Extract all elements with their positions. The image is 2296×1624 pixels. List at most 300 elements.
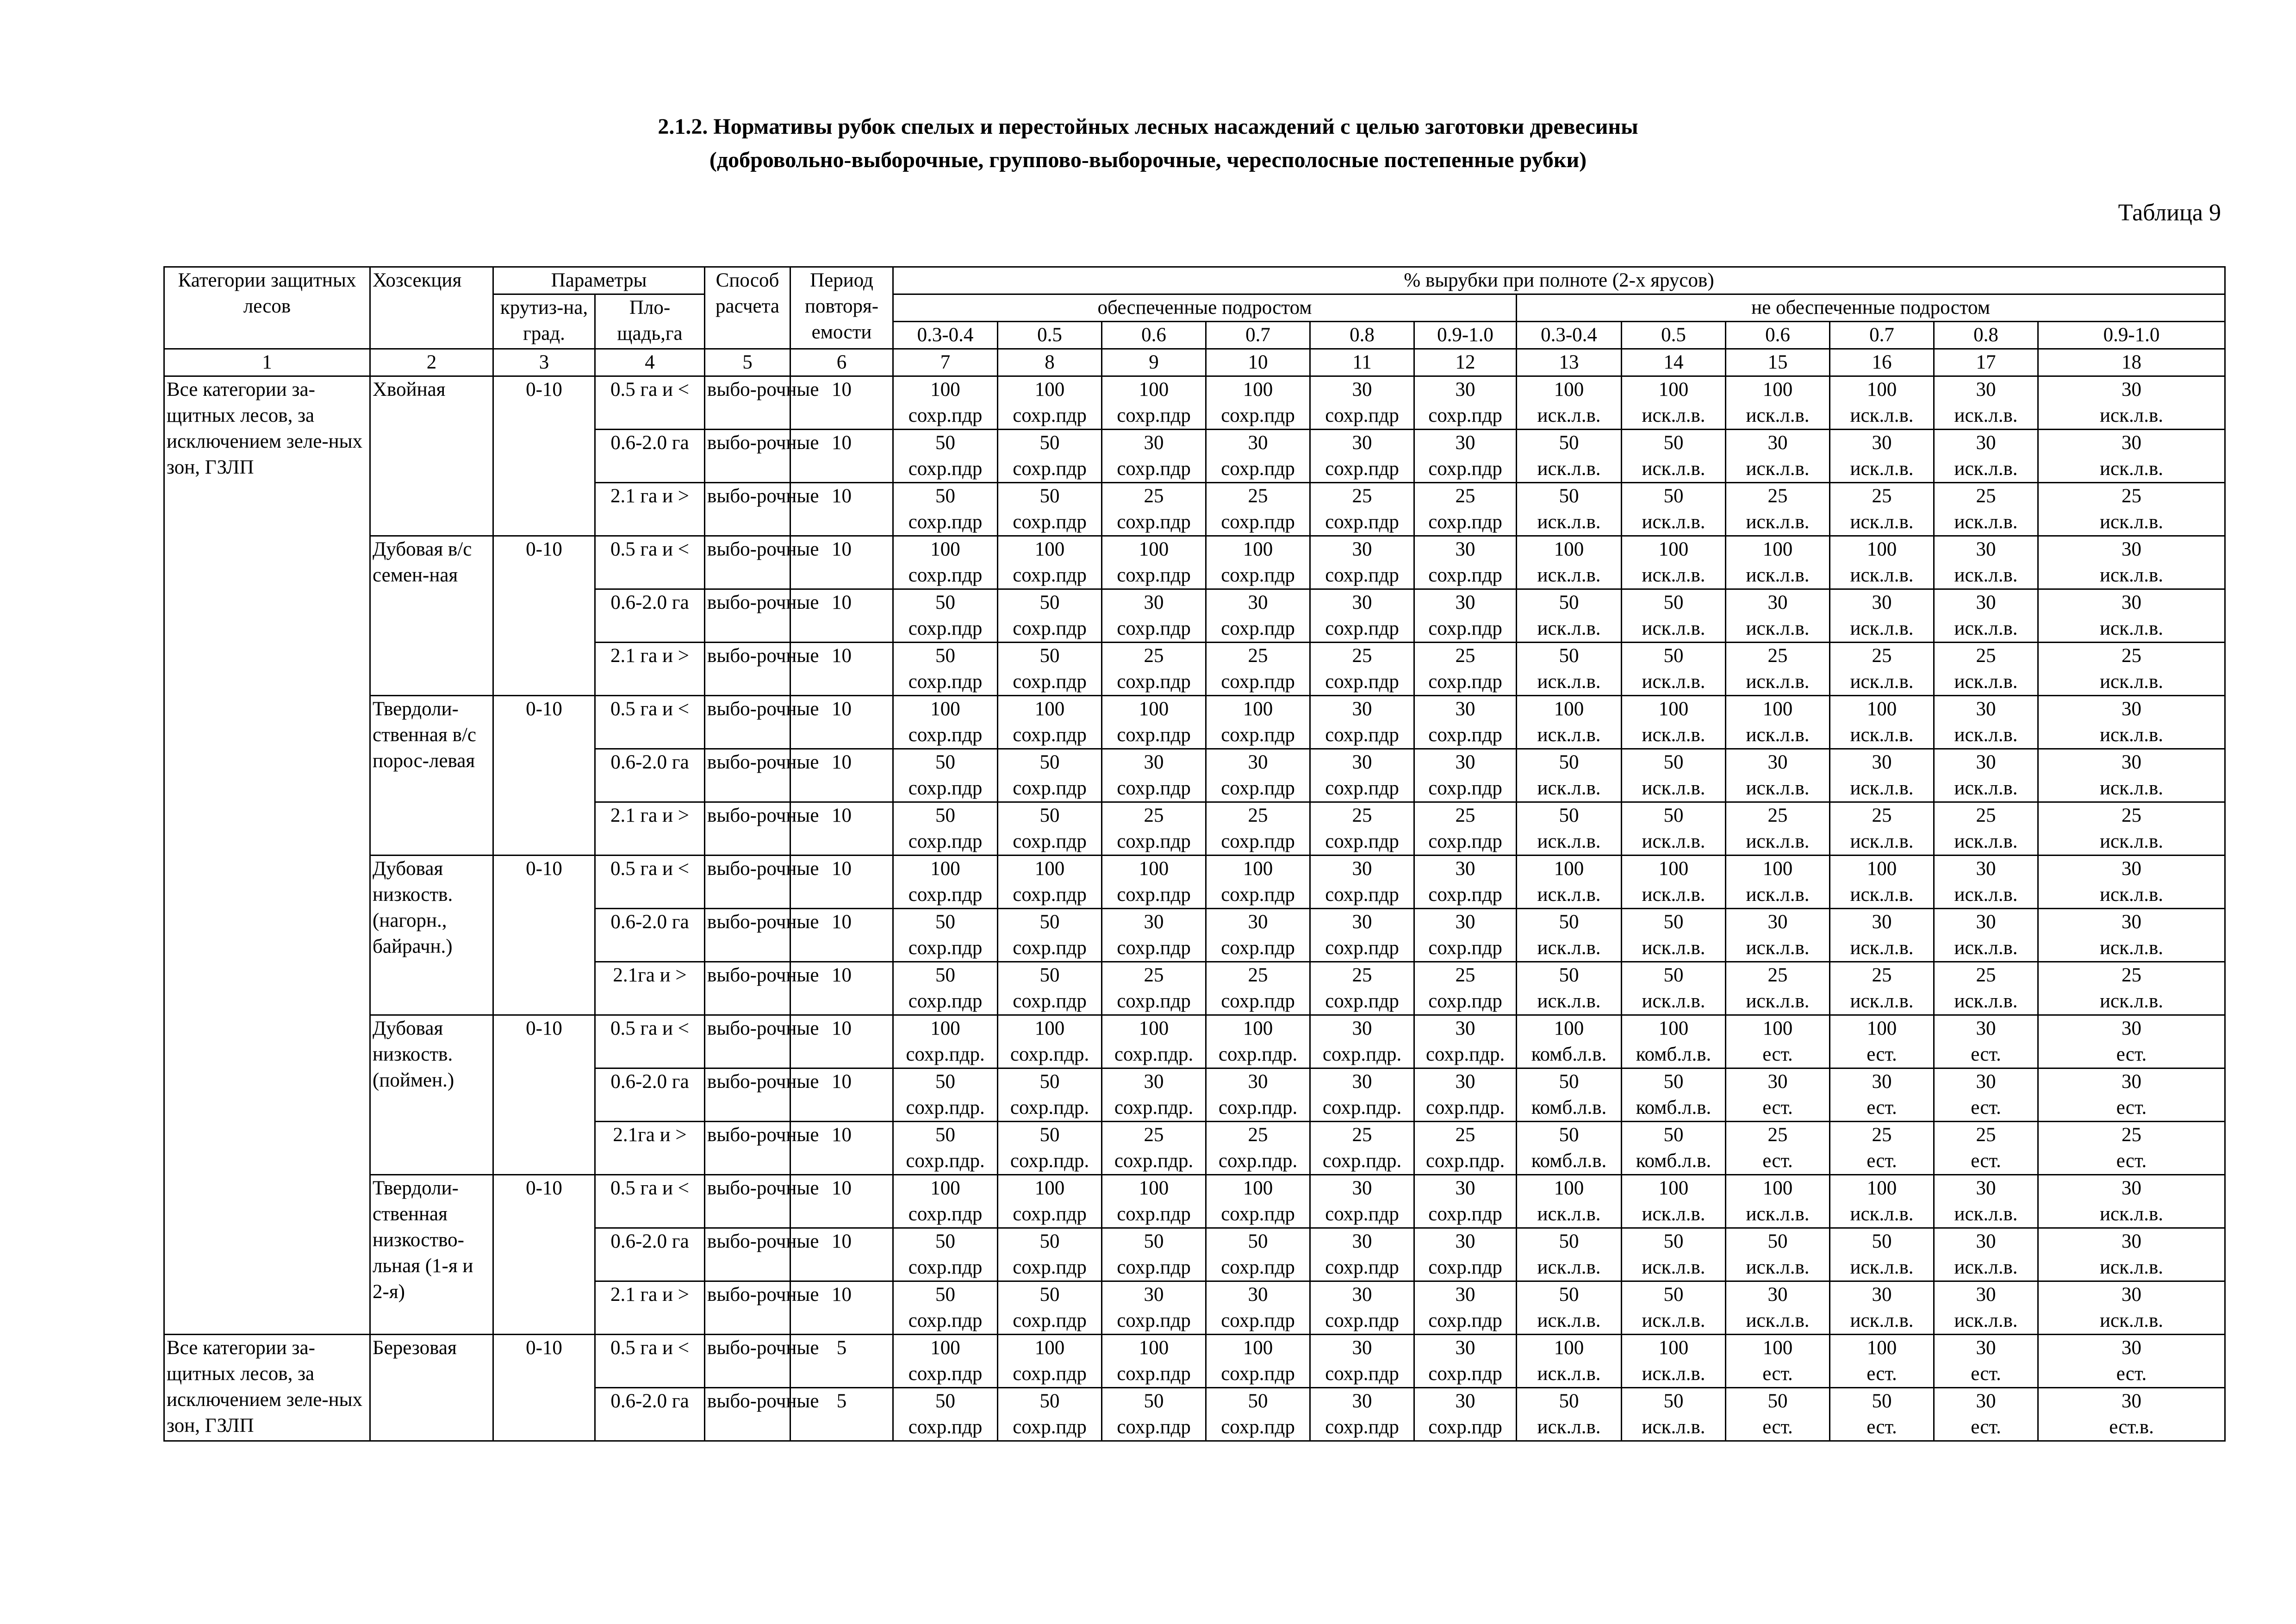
- percent-cell: [998, 696, 1102, 749]
- column-number-row: [164, 349, 2225, 376]
- percent-cell: [1102, 802, 1206, 856]
- method-cell: выбо-рочные: [705, 696, 790, 749]
- felling-method: комб.л.в.: [1636, 1097, 1711, 1118]
- percent-cell: [893, 1228, 998, 1281]
- felling-method: иск.л.в.: [1642, 618, 1705, 639]
- percent-cell: [1102, 1015, 1206, 1068]
- felling-method: сохр.пдр.: [1010, 1043, 1089, 1065]
- percent-value: 25: [1976, 645, 1996, 667]
- method-cell: выбо-рочные: [705, 430, 790, 483]
- felling-method: сохр.пдр: [1325, 831, 1399, 852]
- percent-cell: [1414, 430, 1517, 483]
- percent-cell: [1206, 1015, 1310, 1068]
- percent-cell: [998, 430, 1102, 483]
- felling-method: сохр.пдр.: [1010, 1097, 1089, 1118]
- percent-value: 30: [1352, 1337, 1372, 1359]
- percent-value: 50: [935, 432, 956, 454]
- area-cell: 2.1 га и >: [595, 643, 705, 696]
- percent-cell: [1517, 1015, 1622, 1068]
- percent-cell: [2038, 696, 2225, 749]
- percent-value: 25: [2122, 805, 2142, 826]
- percent-value: 30: [1248, 592, 1268, 613]
- felling-method: иск.л.в.: [1850, 618, 1914, 639]
- percent-value: 30: [1872, 432, 1892, 454]
- felling-method: сохр.пдр: [1221, 618, 1295, 639]
- percent-value: 50: [1663, 751, 1684, 773]
- percent-value: 30: [1455, 698, 1475, 720]
- felling-method: иск.л.в.: [1746, 884, 1810, 906]
- percent-value: 30: [1352, 858, 1372, 880]
- felling-method: сохр.пдр: [908, 618, 983, 639]
- category-cell: Все категории за-щитных лесов, за исключением зеле-ных зон, ГЗЛП: [164, 1335, 370, 1441]
- percent-cell: [2038, 376, 2225, 430]
- header-percent: % вырубки при полноте (2-х ярусов): [893, 267, 2225, 294]
- felling-method: сохр.пдр: [908, 564, 983, 586]
- percent-cell: [893, 536, 998, 589]
- percent-cell: [1102, 376, 1206, 430]
- percent-cell: [1934, 962, 2038, 1015]
- percent-value: 100: [930, 1018, 960, 1039]
- felling-method: иск.л.в.: [1850, 724, 1914, 746]
- percent-value: 100: [1243, 858, 1273, 880]
- felling-method: иск.л.в.: [1954, 724, 2018, 746]
- percent-value: 30: [1455, 858, 1475, 880]
- percent-cell: [1414, 1228, 1517, 1281]
- percent-cell: [1934, 1281, 2038, 1335]
- felling-method: иск.л.в.: [2100, 511, 2164, 533]
- felling-method: иск.л.в.: [1954, 458, 2018, 480]
- percent-value: 50: [1039, 964, 1060, 986]
- percent-value: 25: [1455, 1124, 1475, 1146]
- felling-method: сохр.пдр: [908, 937, 983, 959]
- percent-value: 25: [1976, 1124, 1996, 1146]
- felling-method: иск.л.в.: [1746, 1310, 1810, 1331]
- percent-cell: [998, 749, 1102, 802]
- percent-value: 100: [1034, 538, 1065, 560]
- felling-method: сохр.пдр.: [1322, 1150, 1402, 1172]
- felling-method: иск.л.в.: [1746, 831, 1810, 852]
- felling-method: сохр.пдр: [1013, 1256, 1087, 1278]
- period-cell: 10: [790, 376, 893, 430]
- percent-cell: [1726, 536, 1830, 589]
- percent-cell: [1830, 1068, 1934, 1122]
- percent-cell: [1206, 1388, 1310, 1441]
- area-cell: 0.5 га и <: [595, 376, 705, 430]
- percent-cell: [893, 376, 998, 430]
- felling-method: ест.: [1971, 1150, 2001, 1172]
- percent-cell: [1206, 483, 1310, 536]
- percent-cell: [1517, 589, 1622, 643]
- percent-value: 100: [930, 379, 960, 400]
- percent-cell: [1726, 1335, 1830, 1388]
- percent-cell: [893, 696, 998, 749]
- percent-cell: [998, 1015, 1102, 1068]
- felling-method: сохр.пдр: [1325, 990, 1399, 1012]
- percent-value: 30: [1352, 432, 1372, 454]
- percent-value: 30: [1976, 1177, 1996, 1199]
- percent-cell: [1102, 1388, 1206, 1441]
- percent-value: 50: [935, 805, 956, 826]
- percent-value: 100: [1762, 698, 1793, 720]
- percent-cell: [1414, 962, 1517, 1015]
- percent-cell: [1622, 1015, 1726, 1068]
- percent-value: 50: [1663, 1230, 1684, 1252]
- felling-method: иск.л.в.: [1537, 990, 1601, 1012]
- felling-method: сохр.пдр: [1117, 990, 1191, 1012]
- percent-cell: [1517, 1335, 1622, 1388]
- percent-value: 30: [1976, 538, 1996, 560]
- percent-cell: [2038, 1068, 2225, 1122]
- percent-cell: [2038, 1122, 2225, 1175]
- percent-cell: [1414, 1175, 1517, 1228]
- percent-cell: [1414, 749, 1517, 802]
- percent-value: 100: [1762, 1177, 1793, 1199]
- percent-value: 100: [1658, 858, 1689, 880]
- percent-value: 25: [2122, 645, 2142, 667]
- table-row: [164, 1175, 2225, 1228]
- felling-method: иск.л.в.: [1850, 1310, 1914, 1331]
- percent-value: 50: [1559, 1071, 1579, 1093]
- period-cell: 5: [790, 1335, 893, 1388]
- density-header: 0.8: [1310, 322, 1414, 349]
- percent-cell: [1622, 962, 1726, 1015]
- percent-value: 50: [1039, 592, 1060, 613]
- percent-cell: [1310, 430, 1414, 483]
- percent-cell: [1414, 802, 1517, 856]
- felling-method: ест.: [1762, 1097, 1793, 1118]
- area-cell: 2.1га и >: [595, 1122, 705, 1175]
- felling-method: сохр.пдр: [1117, 831, 1191, 852]
- density-header: 0.5: [1622, 322, 1726, 349]
- method-cell: выбо-рочные: [705, 1281, 790, 1335]
- percent-value: 50: [1559, 1124, 1579, 1146]
- area-cell: 0.6-2.0 га: [595, 589, 705, 643]
- felling-method: иск.л.в.: [1642, 458, 1705, 480]
- felling-method: ест.: [1867, 1150, 1897, 1172]
- felling-method: ест.: [1762, 1363, 1793, 1385]
- period-cell: 10: [790, 1175, 893, 1228]
- felling-method: сохр.пдр: [1221, 405, 1295, 426]
- column-number: 4: [595, 349, 705, 376]
- felling-method: сохр.пдр.: [1218, 1097, 1298, 1118]
- felling-method: комб.л.в.: [1531, 1097, 1607, 1118]
- percent-cell: [2038, 1281, 2225, 1335]
- felling-method: сохр.пдр.: [906, 1150, 985, 1172]
- percent-cell: [1310, 1335, 1414, 1388]
- section-cell: Дубовая низкоств. (нагорн., байрачн.): [370, 856, 493, 1015]
- felling-method: сохр.пдр: [1221, 671, 1295, 693]
- percent-value: 50: [1663, 964, 1684, 986]
- percent-value: 100: [1243, 538, 1273, 560]
- felling-method: иск.л.в.: [1746, 405, 1810, 426]
- felling-method: сохр.пдр: [908, 1203, 983, 1225]
- percent-value: 50: [1663, 911, 1684, 933]
- felling-method: иск.л.в.: [2100, 990, 2164, 1012]
- percent-cell: [1206, 749, 1310, 802]
- percent-cell: [2038, 962, 2225, 1015]
- area-cell: 0.5 га и <: [595, 1015, 705, 1068]
- percent-cell: [1726, 1122, 1830, 1175]
- column-number: 17: [1934, 349, 2038, 376]
- percent-value: 50: [1663, 1124, 1684, 1146]
- felling-method: сохр.пдр: [1325, 618, 1399, 639]
- percent-cell: [1310, 749, 1414, 802]
- percent-value: 25: [1872, 1124, 1892, 1146]
- percent-value: 30: [1352, 379, 1372, 400]
- percent-value: 30: [1248, 1284, 1268, 1305]
- felling-method: иск.л.в.: [1954, 564, 2018, 586]
- percent-cell: [1934, 1175, 2038, 1228]
- column-number: 5: [705, 349, 790, 376]
- percent-cell: [1830, 962, 1934, 1015]
- percent-value: 25: [1248, 805, 1268, 826]
- steepness-cell: 0-10: [493, 1015, 595, 1175]
- felling-method: иск.л.в.: [1537, 618, 1601, 639]
- percent-value: 100: [1243, 1018, 1273, 1039]
- percent-cell: [1830, 1228, 1934, 1281]
- percent-value: 30: [1352, 592, 1372, 613]
- felling-method: иск.л.в.: [1537, 1363, 1601, 1385]
- header-section: Хозсекция: [370, 267, 493, 349]
- felling-method: иск.л.в.: [2100, 1203, 2164, 1225]
- percent-cell: [998, 802, 1102, 856]
- percent-cell: [1830, 589, 1934, 643]
- felling-method: сохр.пдр.: [1322, 1097, 1402, 1118]
- felling-method: иск.л.в.: [1642, 777, 1705, 799]
- felling-method: сохр.пдр: [1325, 1256, 1399, 1278]
- percent-value: 100: [1554, 379, 1584, 400]
- felling-method: иск.л.в.: [1642, 671, 1705, 693]
- percent-cell: [893, 1175, 998, 1228]
- felling-method: комб.л.в.: [1636, 1150, 1711, 1172]
- percent-value: 25: [1248, 964, 1268, 986]
- table-row: [164, 1015, 2225, 1068]
- percent-value: 25: [1144, 964, 1164, 986]
- percent-value: 30: [1352, 1390, 1372, 1412]
- felling-method: иск.л.в.: [2100, 618, 2164, 639]
- method-cell: выбо-рочные: [705, 802, 790, 856]
- felling-method: иск.л.в.: [1850, 458, 1914, 480]
- percent-value: 30: [2122, 432, 2142, 454]
- percent-value: 30: [2122, 1018, 2142, 1039]
- felling-method: иск.л.в.: [1537, 831, 1601, 852]
- felling-method: иск.л.в.: [1746, 1256, 1810, 1278]
- percent-value: 25: [1872, 645, 1892, 667]
- percent-cell: [1622, 643, 1726, 696]
- percent-value: 100: [1867, 1177, 1897, 1199]
- percent-cell: [1726, 1015, 1830, 1068]
- percent-cell: [1206, 909, 1310, 962]
- percent-cell: [1310, 1068, 1414, 1122]
- steepness-cell: 0-10: [493, 856, 595, 1015]
- percent-cell: [998, 1335, 1102, 1388]
- felling-method: иск.л.в.: [1746, 1203, 1810, 1225]
- felling-method: иск.л.в.: [1850, 990, 1914, 1012]
- percent-value: 50: [1663, 592, 1684, 613]
- percent-value: 50: [935, 1124, 956, 1146]
- steepness-cell: 0-10: [493, 1335, 595, 1441]
- percent-value: 30: [1352, 1177, 1372, 1199]
- percent-cell: [893, 1068, 998, 1122]
- felling-method: сохр.пдр: [1013, 724, 1087, 746]
- percent-value: 25: [1248, 1124, 1268, 1146]
- percent-cell: [2038, 802, 2225, 856]
- felling-method: ест.: [2116, 1043, 2147, 1065]
- felling-method: ест.: [1971, 1043, 2001, 1065]
- percent-value: 25: [1144, 805, 1164, 826]
- percent-cell: [998, 909, 1102, 962]
- felling-method: иск.л.в.: [1954, 831, 2018, 852]
- percent-cell: [1310, 1281, 1414, 1335]
- area-cell: 0.6-2.0 га: [595, 430, 705, 483]
- percent-value: 100: [1762, 858, 1793, 880]
- percent-cell: [998, 589, 1102, 643]
- felling-method: сохр.пдр: [1428, 990, 1502, 1012]
- percent-value: 50: [1559, 485, 1579, 507]
- percent-cell: [893, 909, 998, 962]
- felling-method: ест.: [1971, 1363, 2001, 1385]
- percent-value: 50: [1559, 964, 1579, 986]
- felling-method: сохр.пдр: [1013, 511, 1087, 533]
- felling-method: сохр.пдр.: [1218, 1043, 1298, 1065]
- percent-value: 100: [1867, 1018, 1897, 1039]
- percent-value: 100: [1658, 698, 1689, 720]
- percent-cell: [1830, 430, 1934, 483]
- felling-method: сохр.пдр: [1428, 458, 1502, 480]
- method-cell: выбо-рочные: [705, 376, 790, 430]
- felling-method: иск.л.в.: [1850, 1256, 1914, 1278]
- section-cell: Дубовая низкоств. (поймен.): [370, 1015, 493, 1175]
- felling-method: иск.л.в.: [1746, 618, 1810, 639]
- felling-method: иск.л.в.: [1537, 777, 1601, 799]
- percent-value: 100: [1243, 1337, 1273, 1359]
- percent-value: 30: [1352, 538, 1372, 560]
- percent-value: 50: [1559, 592, 1579, 613]
- percent-cell: [1934, 376, 2038, 430]
- felling-method: сохр.пдр: [1221, 884, 1295, 906]
- percent-cell: [1830, 749, 1934, 802]
- percent-cell: [1622, 536, 1726, 589]
- felling-method: иск.л.в.: [1537, 671, 1601, 693]
- percent-value: 100: [1658, 1177, 1689, 1199]
- percent-cell: [1830, 1388, 1934, 1441]
- felling-method: ест.: [1867, 1416, 1897, 1438]
- percent-value: 50: [1872, 1390, 1892, 1412]
- felling-method: сохр.пдр: [1325, 1310, 1399, 1331]
- percent-cell: [1414, 483, 1517, 536]
- percent-value: 100: [1554, 538, 1584, 560]
- felling-method: иск.л.в.: [1954, 937, 2018, 959]
- percent-cell: [1310, 962, 1414, 1015]
- percent-cell: [1206, 1281, 1310, 1335]
- felling-method: сохр.пдр: [1428, 777, 1502, 799]
- method-cell: выбо-рочные: [705, 483, 790, 536]
- percent-value: 50: [1559, 645, 1579, 667]
- percent-cell: [998, 1175, 1102, 1228]
- felling-method: иск.л.в.: [1746, 671, 1810, 693]
- felling-method: сохр.пдр: [1013, 564, 1087, 586]
- percent-value: 30: [1976, 432, 1996, 454]
- percent-value: 100: [1243, 1177, 1273, 1199]
- percent-cell: [1310, 1228, 1414, 1281]
- percent-value: 30: [1352, 1018, 1372, 1039]
- percent-cell: [1102, 1068, 1206, 1122]
- felling-method: сохр.пдр: [1221, 1203, 1295, 1225]
- felling-method: иск.л.в.: [1850, 777, 1914, 799]
- percent-value: 100: [1034, 858, 1065, 880]
- category-cell: Все категории за-щитных лесов, за исключением зеле-ных зон, ГЗЛП: [164, 376, 370, 1335]
- area-cell: 2.1 га и >: [595, 483, 705, 536]
- felling-method: сохр.пдр: [1117, 458, 1191, 480]
- felling-method: сохр.пдр: [1117, 564, 1191, 586]
- percent-value: 30: [1976, 379, 1996, 400]
- column-number: 6: [790, 349, 893, 376]
- percent-value: 100: [1554, 1337, 1584, 1359]
- percent-cell: [1310, 589, 1414, 643]
- percent-value: 30: [1976, 1390, 1996, 1412]
- felling-method: иск.л.в.: [1850, 564, 1914, 586]
- felling-method: сохр.пдр.: [1425, 1097, 1505, 1118]
- percent-value: 25: [1352, 485, 1372, 507]
- percent-value: 100: [1243, 698, 1273, 720]
- percent-cell: [1830, 696, 1934, 749]
- felling-method: иск.л.в.: [1954, 618, 2018, 639]
- felling-method: иск.л.в.: [2100, 724, 2164, 746]
- felling-norms-table: [163, 266, 2226, 1442]
- felling-method: сохр.пдр: [1221, 831, 1295, 852]
- percent-value: 30: [1248, 432, 1268, 454]
- percent-value: 30: [1248, 751, 1268, 773]
- felling-method: иск.л.в.: [2100, 671, 2164, 693]
- percent-cell: [1414, 1122, 1517, 1175]
- percent-cell: [1517, 430, 1622, 483]
- percent-cell: [1517, 1228, 1622, 1281]
- area-cell: 0.6-2.0 га: [595, 1388, 705, 1441]
- percent-value: 30: [1976, 698, 1996, 720]
- area-cell: 0.6-2.0 га: [595, 749, 705, 802]
- percent-value: 100: [1554, 858, 1584, 880]
- period-cell: 10: [790, 696, 893, 749]
- percent-cell: [1102, 749, 1206, 802]
- felling-method: сохр.пдр: [1325, 405, 1399, 426]
- felling-method: сохр.пдр: [1428, 618, 1502, 639]
- percent-cell: [1726, 430, 1830, 483]
- percent-value: 30: [1767, 592, 1788, 613]
- percent-cell: [1517, 483, 1622, 536]
- felling-method: сохр.пдр: [908, 724, 983, 746]
- felling-method: сохр.пдр: [1428, 1310, 1502, 1331]
- percent-cell: [1830, 643, 1934, 696]
- percent-cell: [2038, 430, 2225, 483]
- area-cell: 0.6-2.0 га: [595, 1068, 705, 1122]
- percent-cell: [1517, 802, 1622, 856]
- percent-value: 30: [1144, 1071, 1164, 1093]
- percent-cell: [1102, 962, 1206, 1015]
- percent-value: 30: [1872, 1284, 1892, 1305]
- felling-method: иск.л.в.: [1537, 1256, 1601, 1278]
- felling-method: сохр.пдр: [908, 884, 983, 906]
- percent-value: 100: [1762, 1337, 1793, 1359]
- percent-cell: [1622, 1228, 1726, 1281]
- felling-method: сохр.пдр: [1117, 937, 1191, 959]
- percent-value: 30: [1455, 1230, 1475, 1252]
- felling-method: сохр.пдр: [1117, 671, 1191, 693]
- percent-cell: [1206, 536, 1310, 589]
- felling-method: комб.л.в.: [1531, 1150, 1607, 1172]
- felling-method: иск.л.в.: [1537, 564, 1601, 586]
- felling-method: сохр.пдр: [908, 777, 983, 799]
- percent-cell: [2038, 749, 2225, 802]
